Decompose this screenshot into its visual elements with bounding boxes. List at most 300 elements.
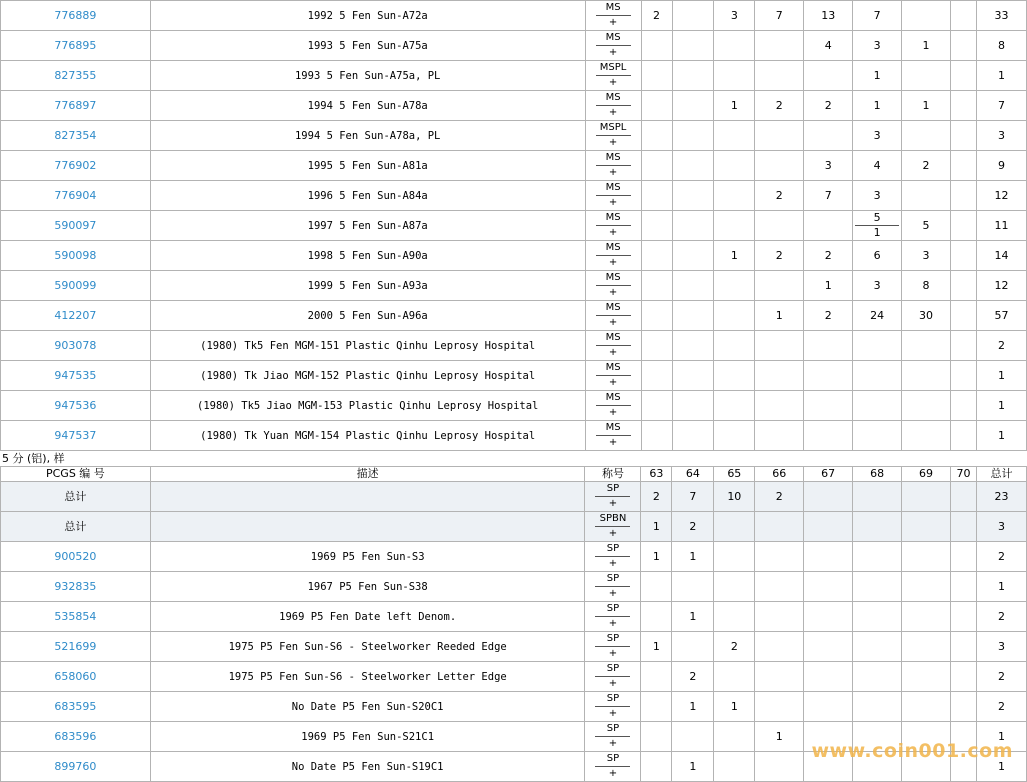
grade-63-count: 1 [641,512,672,542]
grade-64-count: 1 [672,542,714,572]
grade-69-count: 5 [902,211,951,241]
grade-64-count [672,632,714,662]
table-row [1,241,1027,271]
plus-label: + [608,437,618,448]
pcgs-number-cell[interactable] [1,331,151,361]
description-cell [150,512,585,542]
grade-68-count: 1 [853,61,902,91]
grade-70-count [951,361,977,391]
designation-cell [585,752,641,782]
total-count: 11 [976,211,1026,241]
plus-label: + [608,648,618,659]
description-cell: 1967 P5 Fen Sun-S38 [150,572,585,602]
pcgs-number-cell[interactable] [1,121,151,151]
grade-66-count [755,662,804,692]
table-row [1,271,1027,301]
grade-67-count: 2 [804,241,853,271]
grade-65-count [714,211,755,241]
designation-cell [585,602,641,632]
pcgs-number-link[interactable]: 903078 [54,338,97,352]
grade-68-count-bottom: 1 [873,226,881,239]
grade-67-count: 2 [804,301,853,331]
grade-63-count [641,602,672,632]
table-header-row [1,467,1027,482]
grade-63-count [641,692,672,722]
pcgs-number-link[interactable]: 947536 [54,398,97,412]
plus-label: + [608,17,618,28]
grade-70-count [950,662,976,692]
description-cell: 2000 5 Fen Sun-A96a [150,301,585,331]
table-row [1,151,1027,181]
grade-69-count: 8 [902,271,951,301]
grade-67-count [804,361,853,391]
table-row [1,632,1027,662]
grade-68-count [853,361,902,391]
total-count: 2 [976,331,1026,361]
pcgs-number-cell[interactable] [1,241,151,271]
grade-68-count: 3 [853,31,902,61]
grade-65-count [714,331,755,361]
designation-label: MS [596,91,631,106]
header-grade-65: 65 [714,467,755,482]
grade-70-count [950,482,976,512]
pcgs-number-link[interactable]: 776904 [54,188,97,202]
grade-65-count [714,61,755,91]
grade-67-count [804,542,853,572]
grade-70-count [951,271,977,301]
table-row [1,301,1027,331]
grade-65-count [714,271,755,301]
total-label: 总计 [1,512,151,542]
grade-65-count [714,181,755,211]
grade-70-count [951,211,977,241]
total-count: 2 [976,662,1026,692]
pcgs-number-cell[interactable] [1,151,151,181]
grade-67-count [804,331,853,361]
grade-70-count [951,31,977,61]
grade-64-count: 1 [672,692,714,722]
header-grade-66: 66 [755,467,804,482]
grade-63-count [641,211,672,241]
watermark-logo: www.coin001.com [811,740,1013,762]
pcgs-number-cell[interactable] [1,752,151,782]
grade-63-count [641,91,672,121]
plus-label: + [608,227,618,238]
grade-68-count [853,482,902,512]
pcgs-number-cell[interactable] [1,271,151,301]
grade-66-count [755,391,804,421]
grade-69-count: 1 [902,31,951,61]
designation-cell [585,91,641,121]
grade-68-count [853,572,902,602]
grade-70-count [950,512,976,542]
plus-label: + [608,768,618,779]
designation-cell [585,241,641,271]
table-row [1,31,1027,61]
plus-label: + [608,708,618,719]
description-cell: No Date P5 Fen Sun-S19C1 [150,752,585,782]
description-cell: 1993 5 Fen Sun-A75a, PL [150,61,585,91]
grade-67-count: 7 [804,181,853,211]
grade-65-count: 3 [714,1,755,31]
grade-70-count [950,632,976,662]
table-row [1,121,1027,151]
total-count: 1 [976,722,1026,752]
pcgs-number-cell[interactable] [1,542,151,572]
grade-68-count: 3 [853,121,902,151]
pcgs-number-cell[interactable] [1,31,151,61]
grade-67-count [804,391,853,421]
grade-68-count [853,512,902,542]
description-cell: 1969 P5 Fen Sun-S21C1 [150,722,585,752]
grade-68-count [853,391,902,421]
grade-66-count [755,542,804,572]
description-cell: 1996 5 Fen Sun-A84a [150,181,585,211]
header-desc: 描述 [150,467,585,482]
grade-70-count [951,1,977,31]
description-cell: 1994 5 Fen Sun-A78a, PL [150,121,585,151]
grade-67-count: 4 [804,31,853,61]
grade-66-count [755,151,804,181]
pcgs-number-link[interactable]: 412207 [54,308,97,322]
grade-66-count [755,211,804,241]
total-count: 1 [976,61,1026,91]
grade-64-count: 2 [672,662,714,692]
grade-66-count [755,692,804,722]
lower-population-table [0,466,1027,782]
total-count: 14 [976,241,1026,271]
designation-label: MS [596,331,631,346]
plus-label: + [608,257,618,268]
pcgs-number-cell[interactable] [1,572,151,602]
grade-69-count [902,692,951,722]
designation-cell [585,331,641,361]
grade-70-count [951,241,977,271]
pcgs-number-cell[interactable] [1,361,151,391]
grade-64-count [672,391,714,421]
designation-label: MSPL [596,61,631,76]
total-count: 3 [976,121,1026,151]
grade-70-count [951,61,977,91]
grade-68-count [853,542,902,572]
designation-label: MS [596,151,631,166]
designation-label: MSPL [596,121,631,136]
header-grade-63: 63 [641,467,672,482]
grade-65-count [714,602,755,632]
table-row [1,1,1027,31]
designation-label: SP [595,632,630,647]
grade-69-count [902,331,951,361]
grade-64-count [672,181,714,211]
grade-66-count: 1 [755,301,804,331]
header-grade-68: 68 [853,467,902,482]
grade-69-count [902,662,951,692]
designation-cell [585,391,641,421]
table-row [1,391,1027,421]
designation-label: MS [596,211,631,226]
pcgs-number-link[interactable]: 947535 [54,368,97,382]
description-cell: 1975 P5 Fen Sun-S6 - Steelworker Reeded Edge [150,632,585,662]
grade-67-count: 3 [804,151,853,181]
table-row [1,211,1027,241]
grade-68-count [853,421,902,451]
grade-64-count [672,151,714,181]
grade-65-count [714,542,755,572]
header-grade-67: 67 [804,467,853,482]
pcgs-number-link[interactable]: 827355 [54,68,97,82]
grade-70-count [951,181,977,211]
total-count: 1 [976,361,1026,391]
table-row [1,181,1027,211]
table-row [1,572,1027,602]
designation-label: MS [596,361,631,376]
grade-66-count [755,121,804,151]
grade-69-count: 30 [902,301,951,331]
grade-64-count: 2 [672,512,714,542]
pcgs-number-link[interactable]: 932835 [54,579,97,593]
grade-65-count [714,752,755,782]
description-cell: 1993 5 Fen Sun-A75a [150,31,585,61]
grade-66-count: 2 [755,241,804,271]
pcgs-number-cell[interactable] [1,662,151,692]
pcgs-number-link[interactable]: 683596 [54,729,97,743]
description-cell: 1998 5 Fen Sun-A90a [150,241,585,271]
description-cell: No Date P5 Fen Sun-S20C1 [150,692,585,722]
pcgs-number-cell[interactable] [1,722,151,752]
designation-label: SP [595,722,630,737]
designation-cell [585,662,641,692]
grade-63-count [641,61,672,91]
grade-65-count: 1 [714,241,755,271]
pcgs-number-link[interactable]: 776897 [54,98,97,112]
designation-cell [585,361,641,391]
header-grade: 称号 [585,467,641,482]
designation-cell [585,271,641,301]
grade-63-count: 2 [641,1,672,31]
designation-label: MS [596,31,631,46]
grade-68-count-top: 5 [855,211,899,226]
pcgs-number-cell[interactable] [1,181,151,211]
grade-67-count [804,692,853,722]
grade-63-count [641,662,672,692]
pcgs-number-link[interactable]: 899760 [54,759,97,773]
pcgs-number-cell[interactable] [1,301,151,331]
grade-63-count [641,151,672,181]
grade-64-count [672,241,714,271]
designation-cell [585,542,641,572]
grade-67-count [804,572,853,602]
grade-63-count [641,241,672,271]
description-cell: 1969 P5 Fen Date left Denom. [150,602,585,632]
grade-64-count [672,61,714,91]
designation-label: SP [595,542,630,557]
grade-64-count [672,121,714,151]
grade-67-count [804,602,853,632]
grade-63-count [641,391,672,421]
description-cell: (1980) Tk5 Jiao MGM-153 Plastic Qinhu Leprosy Hospital [150,391,585,421]
grade-68-count: 7 [853,1,902,31]
designation-label: MS [596,271,631,286]
grade-63-count: 2 [641,482,672,512]
pcgs-number-link[interactable]: 776895 [54,38,97,52]
pcgs-number-cell[interactable] [1,692,151,722]
grade-68-count: 4 [853,151,902,181]
pcgs-number-cell[interactable] [1,632,151,662]
pcgs-number-link[interactable]: 590099 [54,278,97,292]
pcgs-number-link[interactable]: 947537 [54,428,97,442]
grade-70-count [950,542,976,572]
grade-65-count [714,31,755,61]
grade-63-count [641,331,672,361]
grade-64-count [672,1,714,31]
grade-69-count [902,421,951,451]
description-cell: (1980) Tk5 Fen MGM-151 Plastic Qinhu Leprosy Hospital [150,331,585,361]
plus-label: + [608,167,618,178]
grade-65-count [714,512,755,542]
pcgs-number-link[interactable]: 590098 [54,248,97,262]
pcgs-number-link[interactable]: 683595 [54,699,97,713]
grade-64-count [672,31,714,61]
description-cell: 1992 5 Fen Sun-A72a [150,1,585,31]
designation-label: SP [595,692,630,707]
designation-label: MS [596,301,631,316]
grade-67-count [804,421,853,451]
grade-65-count: 1 [714,91,755,121]
pcgs-number-link[interactable]: 535854 [54,609,97,623]
designation-label: SP [595,602,630,617]
pcgs-number-cell[interactable] [1,391,151,421]
plus-label: + [608,678,618,689]
plus-label: + [608,347,618,358]
total-count: 1 [976,752,1026,782]
grade-66-count: 2 [755,181,804,211]
grade-65-count: 1 [714,692,755,722]
grade-63-count [641,722,672,752]
grade-65-count: 2 [714,632,755,662]
grade-66-count [755,752,804,782]
grade-66-count [755,572,804,602]
grade-69-count [902,632,951,662]
pcgs-number-link[interactable]: 776889 [54,8,97,22]
designation-cell [585,211,641,241]
grade-69-count [902,482,951,512]
pcgs-number-cell[interactable] [1,211,151,241]
table-row [1,331,1027,361]
total-count: 1 [976,572,1026,602]
pcgs-number-link[interactable]: 900520 [54,549,97,563]
designation-label: SPBN [595,512,630,527]
grade-70-count [951,121,977,151]
total-count: 57 [976,301,1026,331]
description-cell: 1969 P5 Fen Sun-S3 [150,542,585,572]
grade-64-count: 1 [672,752,714,782]
grade-64-count [672,301,714,331]
pcgs-number-link[interactable]: 590097 [54,218,97,232]
pcgs-number-cell[interactable] [1,421,151,451]
grade-67-count [804,482,853,512]
table-row [1,361,1027,391]
total-count: 2 [976,692,1026,722]
total-count: 9 [976,151,1026,181]
grade-63-count [641,181,672,211]
grade-64-count [672,91,714,121]
designation-cell [585,151,641,181]
grade-65-count: 10 [714,482,755,512]
grade-69-count [902,1,951,31]
plus-label: + [608,287,618,298]
grade-67-count: 1 [804,271,853,301]
header-grade-70: 70 [950,467,976,482]
grade-65-count [714,572,755,602]
grade-63-count: 1 [641,542,672,572]
description-cell: 1995 5 Fen Sun-A81a [150,151,585,181]
description-cell: (1980) Tk Yuan MGM-154 Plastic Qinhu Leprosy Hospital [150,421,585,451]
pcgs-number-cell[interactable] [1,91,151,121]
designation-label: MS [596,241,631,256]
pcgs-number-link[interactable]: 658060 [54,669,97,683]
total-count: 33 [976,1,1026,31]
grade-65-count [714,301,755,331]
designation-label: MS [596,1,631,16]
grade-68-count [853,692,902,722]
designation-label: MS [596,181,631,196]
grade-64-count [672,271,714,301]
grade-69-count: 3 [902,241,951,271]
grade-65-count [714,391,755,421]
description-cell: 1997 5 Fen Sun-A87a [150,211,585,241]
grade-69-count [902,602,951,632]
grade-64-count: 7 [672,482,714,512]
grade-68-count: 3 [853,271,902,301]
pcgs-number-cell[interactable] [1,61,151,91]
grade-70-count [950,602,976,632]
pcgs-number-link[interactable]: 521699 [54,639,97,653]
pcgs-number-cell[interactable] [1,602,151,632]
grade-69-count [902,572,951,602]
designation-cell [585,121,641,151]
total-row [1,512,1027,542]
grade-63-count [641,421,672,451]
grade-63-count [641,31,672,61]
grade-69-count [902,121,951,151]
grade-70-count [950,572,976,602]
pcgs-number-link[interactable]: 776902 [54,158,97,172]
total-count: 3 [976,512,1026,542]
grade-66-count: 7 [755,1,804,31]
designation-cell [585,482,641,512]
grade-70-count [951,91,977,121]
plus-label: + [608,618,618,629]
grade-70-count [950,692,976,722]
designation-cell [585,31,641,61]
grade-66-count [755,632,804,662]
grade-64-count [672,361,714,391]
table-row [1,421,1027,451]
grade-64-count [672,572,714,602]
plus-label: + [608,137,618,148]
pcgs-number-link[interactable]: 827354 [54,128,97,142]
grade-70-count [951,151,977,181]
grade-70-count [951,391,977,421]
designation-label: SP [595,572,630,587]
grade-67-count [804,632,853,662]
pcgs-number-cell[interactable] [1,1,151,31]
grade-63-count [641,121,672,151]
grade-64-count [672,211,714,241]
grade-67-count [804,512,853,542]
grade-66-count [755,31,804,61]
plus-label: + [608,558,618,569]
